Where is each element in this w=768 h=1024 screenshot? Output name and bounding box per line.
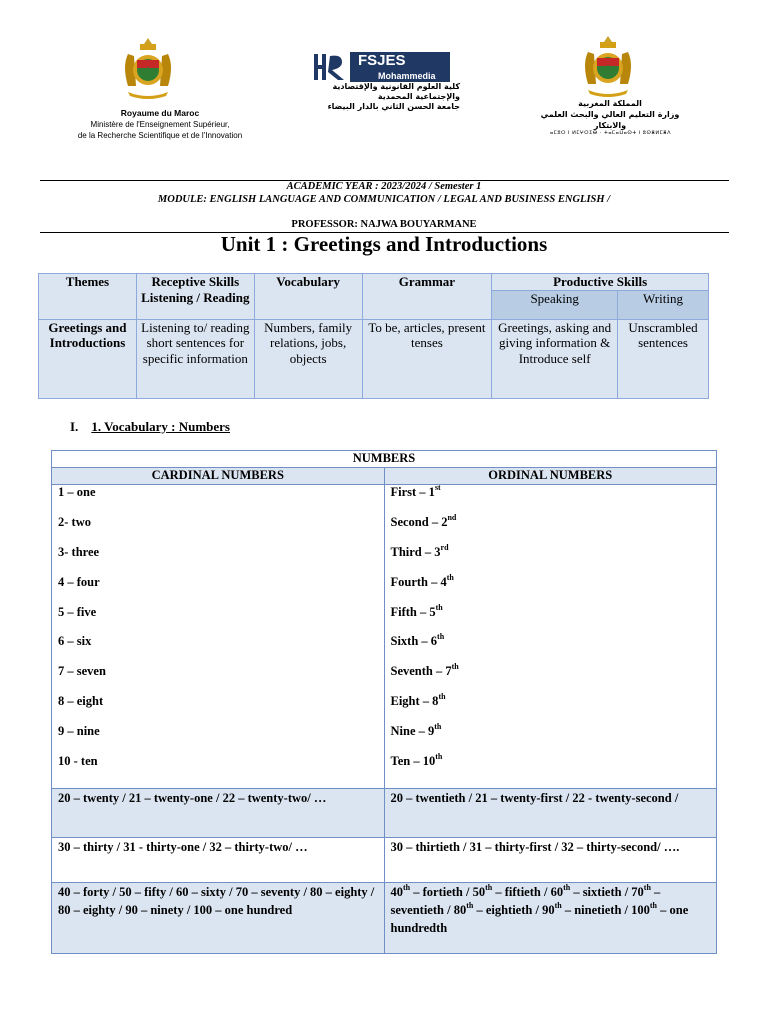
morocco-coat-of-arms-left [118,36,178,102]
cardinal-item: 9 – nine [58,724,100,739]
ordinal-word: – one hundredth [390,903,689,935]
row30-cardinal: 30 – thirty / 31 - thirty-one / 32 – thirty-two/ … [52,838,385,883]
ordinal-word: – fiftieth / [492,885,551,899]
ordinal-suffix: th [563,883,571,892]
fsjes-city: Mohammedia [350,70,450,82]
ordinal-item-text: First – 1 [390,485,435,499]
cardinal-item: 5 – five [58,604,97,619]
section-heading [70,419,230,435]
ordinal-number: 80 [453,903,467,917]
ministry-line-1: Ministère de l'Enseignement Supérieur, [90,120,230,129]
cardinal-item: 7 – seven [58,664,106,679]
section-roman: I. [70,419,79,434]
ordinal-suffix: th [437,632,445,642]
fsjes-wordmark: FSJES [350,52,450,70]
row40-ordinal [384,883,717,954]
module-line: MODULE: ENGLISH LANGUAGE AND COMMUNICATION / LEGAL AND BUSINESS ENGLISH / [157,194,611,205]
ordinal-suffix: th [451,662,459,672]
row30-ordinal: 30 – thirtieth / 31 – thirty-first / 32 – thirty-second/ …. [384,838,717,883]
ordinal-word: – eightieth / [473,903,543,917]
ordinal-item [391,694,711,724]
professor-line: PROFESSOR: NAJWA BOUYARMANE [291,219,477,230]
ordinal-word: – ninetieth / [561,903,632,917]
ordinal-number: 50 [472,885,486,899]
ordinal-suffix: th [466,901,474,910]
ordinal-item [391,724,711,754]
cardinal-header: CARDINAL NUMBERS [52,468,385,485]
ordinal-item-text: Ten – 10 [390,754,436,769]
fsjes-arabic-line-2: والإجتماعية المحمدية [377,92,460,101]
ordinal-header: ORDINAL NUMBERS [384,468,717,485]
cardinal-item: 1 – one [58,485,96,499]
ordinal-item [390,512,711,545]
ministry-arabic-caption [525,98,695,131]
ordinal-item-text: Eight – 8 [390,694,439,709]
ordinal-suffix: rd [440,542,449,552]
ministry-arabic: وزارة التعليم العالي والبحث العلمي والابتكار [540,110,680,130]
ordinal-item-text: Nine – 9 [390,724,435,739]
ordinal-word: – sixtieth / [570,885,632,899]
ordinal-suffix: th [435,752,443,762]
academic-year: ACADEMIC YEAR : 2023/2024 / Semester 1 [286,181,482,192]
row20-ordinal: 20 – twentieth / 21 – twenty-first / 22 - twenty-second / [384,789,717,838]
ordinal-item [390,542,711,575]
cardinal-item: 2- two [58,514,91,529]
cardinal-item: 4 – four [58,574,100,589]
ordinal-suffix: th [554,901,562,910]
ordinal-suffix: th [446,572,454,582]
ministry-line-2: de la Recherche Scientifique et de l'Innovation [77,131,243,140]
cardinal-list [52,485,385,789]
fsjes-arabic-line-3: جامعة الحسن الثاني بالدار البيضاء [327,102,460,111]
ordinal-word: – fortieth / [410,885,473,899]
speaking-header: Speaking [492,290,618,319]
cardinal-item: 3- three [58,544,100,559]
numbers-table [51,450,717,954]
ordinal-number: 70 [631,885,644,899]
fsjes-logo [312,52,452,82]
ordinal-suffix: th [649,901,658,910]
ordinal-number: 60 [550,885,564,899]
section-title-rest: : Numbers [167,419,230,434]
vocabulary-header: Vocabulary [254,274,362,320]
productive-header: Productive Skills [492,274,709,291]
tifinagh-line-icon: ⴰⵎⵓⵔ ⵏ ⵍⵎⵖⵔⵉⴱ · ⵜⴰⵎⴰⵡⴰⵙⵜ ⵏ ⵓⵙⴻⵍⵎⴻⴷ [549,130,672,136]
ordinal-suffix: th [434,722,442,732]
ordinal-item [391,754,711,784]
ordinal-item-text: Fourth – 4 [390,574,447,589]
ordinal-item [391,664,711,694]
ordinal-suffix: st [434,483,441,492]
ordinal-item-text: Seventh – 7 [390,664,452,679]
vocabulary-cell: Numbers, family relations, jobs, objects [254,319,362,398]
row40-cardinal: 40 – forty / 50 – fifty / 60 – sixty / 70 – seventy / 80 – eighty / 80 – eighty / 90 – ninety / 100 – one hundred [52,883,385,954]
grammar-header: Grammar [362,274,492,320]
ordinal-item-text: Third – 3 [390,544,441,559]
ordinal-item [390,602,711,635]
ordinal-suffix: th [435,602,443,612]
themes-header: Themes [39,274,137,320]
fsjes-arabic-caption [300,82,460,112]
ordinal-item-text: Second – 2 [390,514,448,529]
numbers-caption: NUMBERS [52,451,717,468]
ordinal-suffix: th [438,692,446,702]
ordinal-suffix: th [643,883,651,892]
writing-cell: Unscrambled sentences [618,319,709,398]
speaking-cell: Greetings, asking and giving information & Introduce self [492,319,618,398]
ordinal-item [391,634,711,664]
ministry-caption [70,108,250,141]
cardinal-item: 8 – eight [58,694,104,709]
fsjes-arabic-line-1: كلية العلوم القانونية والإقتصادية [332,82,460,91]
ordinal-word: – seventieth / [390,885,661,917]
receptive-header: Receptive Skills Listening / Reading [136,274,254,320]
cardinal-item: 10 - ten [58,754,98,769]
morocco-coat-of-arms-right [578,34,638,100]
ordinal-item [391,485,711,515]
row20-cardinal: 20 – twenty / 21 – twenty-one / 22 – twenty-two/ … [52,789,385,838]
kingdom-arabic: المملكة المغربية [578,99,642,108]
ordinal-suffix: nd [447,512,457,522]
unit-title: Unit 1 : Greetings and Introductions [220,232,548,256]
cardinal-item: 6 – six [58,634,92,649]
grammar-cell: To be, articles, present tenses [362,319,492,398]
ordinal-number: 100 [631,903,650,917]
syllabus-table [38,273,709,399]
section-title-main: 1. Vocabulary [91,419,168,434]
receptive-cell: Listening to/ reading short sentences for specific information [136,319,254,398]
ordinal-item-text: Fifth – 5 [390,604,436,619]
kingdom-label: Royaume du Maroc [120,108,200,118]
ordinal-item-text: Sixth – 6 [390,634,438,649]
writing-header: Writing [618,290,709,319]
ordinal-item [390,572,711,605]
ordinal-number: 40 [390,885,403,899]
ordinal-number: 90 [542,903,555,917]
ordinal-list [384,485,717,789]
university-monogram-icon [312,52,348,82]
ordinal-suffix: th [403,883,411,892]
ordinal-suffix: th [485,883,493,892]
themes-cell: Greetings and Introductions [39,319,137,398]
